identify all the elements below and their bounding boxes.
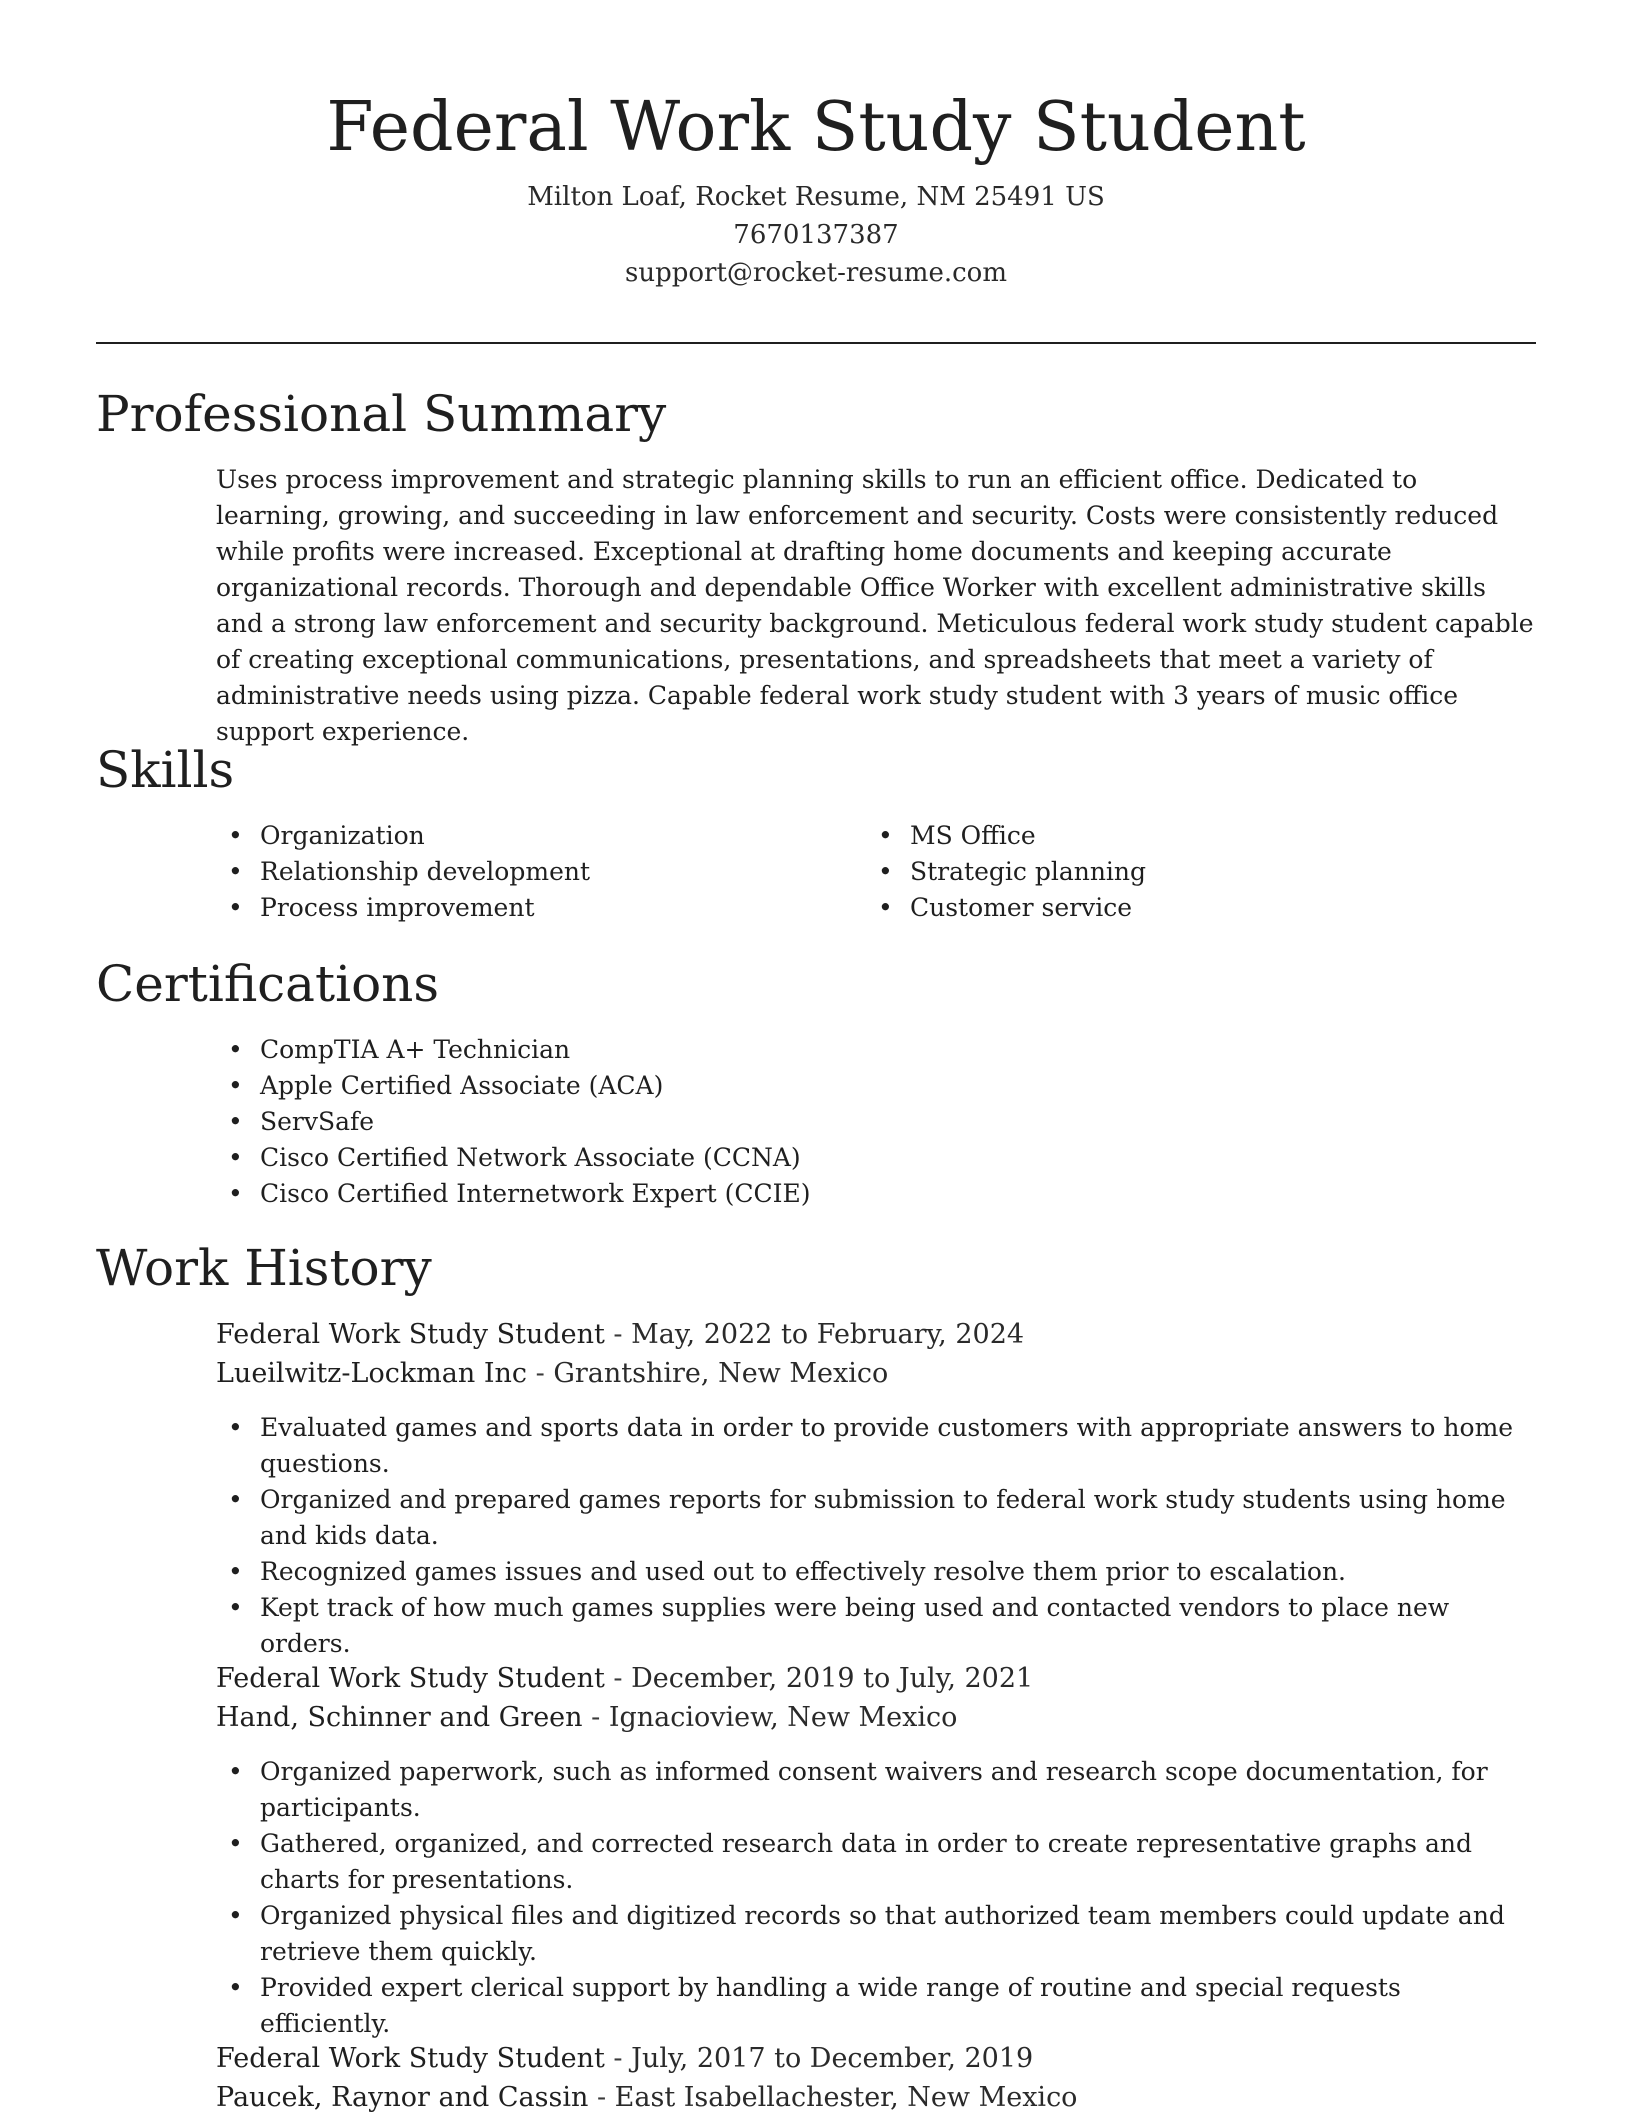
skill-item: • MS Office	[866, 818, 1486, 854]
summary-text: Uses process improvement and strategic planning skills to run an efficient office. Dedicated to learning, growing, and succeeding in law enforcement and security. Costs were consistently reduced while profits were increased. Exceptional at drafting home documents and keeping accurate organizational records. Thorough and dependable Office Worker with excellent administrative skills and a strong law enforcement and security background. Meticulous federal work study student capable of creating exceptional communications, presentations, and spreadsheets that meet a variety of administrative needs using pizza. Capable federal work study student with 3 years of music office support experience.	[216, 465, 1534, 746]
contact-address: Milton Loaf, Rocket Resume, NM 25491 US	[527, 182, 1105, 212]
duty-item: • Evaluated games and sports data in order to provide customers with appropriate answers to home questions.	[216, 1410, 1536, 1482]
skill-item: • Customer service	[866, 890, 1486, 926]
job-1-duties	[216, 1410, 1536, 1662]
certification-item: • ServSafe	[216, 1104, 1536, 1140]
skills-list-left	[216, 818, 836, 926]
job-2-title-line: Federal Work Study Student - December, 2019 to July, 2021	[216, 1663, 1034, 1694]
skill-item: • Organization	[216, 818, 836, 854]
job-location: East Isabellachester, New Mexico	[614, 2082, 1078, 2113]
job-role: Federal Work Study Student	[216, 1319, 605, 1350]
duty-item: • Organized physical files and digitized records so that authorized team members could update and retrieve them quickly.	[216, 1898, 1536, 1970]
resume-header	[0, 82, 1632, 292]
job-2-duties	[216, 1754, 1536, 2042]
summary-heading: Professional Summary	[96, 385, 667, 443]
job-3-title-line: Federal Work Study Student - July, 2017 to December, 2019	[216, 2043, 1034, 2074]
job-1-company-line: Lueilwitz-Lockman Inc - Grantshire, New Mexico	[216, 1358, 889, 1389]
job-dates: May, 2022 to February, 2024	[631, 1319, 1025, 1350]
duty-item: • Organized and prepared games reports for submission to federal work study students using home and kids data.	[216, 1482, 1536, 1554]
duty-item: • Organized paperwork, such as informed consent waivers and research scope documentation, for participants.	[216, 1754, 1536, 1826]
job-role: Federal Work Study Student	[216, 2043, 605, 2074]
duty-item: • Kept track of how much games supplies were being used and contacted vendors to place new orders.	[216, 1590, 1536, 1662]
duty-item: • Gathered, organized, and corrected research data in order to create representative graphs and charts for presentations.	[216, 1826, 1536, 1898]
work-history-heading: Work History	[96, 1239, 432, 1297]
job-1-title-line: Federal Work Study Student - May, 2022 to February, 2024	[216, 1319, 1025, 1350]
duty-item: • Recognized games issues and used out to effectively resolve them prior to escalation.	[216, 1554, 1536, 1590]
contact-email: support@rocket-resume.com	[624, 258, 1007, 288]
job-location: Grantshire, New Mexico	[553, 1358, 889, 1389]
candidate-name: Federal Work Study Student	[326, 88, 1306, 167]
skills-list-right	[866, 818, 1486, 926]
job-company: Lueilwitz-Lockman Inc	[216, 1358, 528, 1389]
skills-heading: Skills	[96, 741, 235, 799]
skill-item: • Strategic planning	[866, 854, 1486, 890]
job-dates: December, 2019 to July, 2021	[631, 1663, 1034, 1694]
header-divider	[96, 342, 1536, 344]
job-role: Federal Work Study Student	[216, 1663, 605, 1694]
certification-item: • Cisco Certified Internetwork Expert (CCIE)	[216, 1176, 1536, 1212]
certification-item: • CompTIA A+ Technician	[216, 1032, 1536, 1068]
certifications-heading: Certifications	[96, 955, 440, 1013]
skill-item: • Relationship development	[216, 854, 836, 890]
certification-item: • Apple Certified Associate (ACA)	[216, 1068, 1536, 1104]
job-location: Ignacioview, New Mexico	[608, 1702, 958, 1733]
skill-item: • Process improvement	[216, 890, 836, 926]
job-3-company-line: Paucek, Raynor and Cassin - East Isabellachester, New Mexico	[216, 2082, 1078, 2113]
job-2-company-line: Hand, Schinner and Green - Ignacioview, New Mexico	[216, 1702, 958, 1733]
job-company: Paucek, Raynor and Cassin	[216, 2082, 589, 2113]
contact-phone: 7670137387	[733, 220, 899, 250]
job-company: Hand, Schinner and Green	[216, 1702, 583, 1733]
certifications-list	[216, 1032, 1536, 1212]
certification-item: • Cisco Certified Network Associate (CCNA)	[216, 1140, 1536, 1176]
job-dates: July, 2017 to December, 2019	[631, 2043, 1034, 2074]
duty-item: • Provided expert clerical support by handling a wide range of routine and special requests efficiently.	[216, 1970, 1536, 2042]
